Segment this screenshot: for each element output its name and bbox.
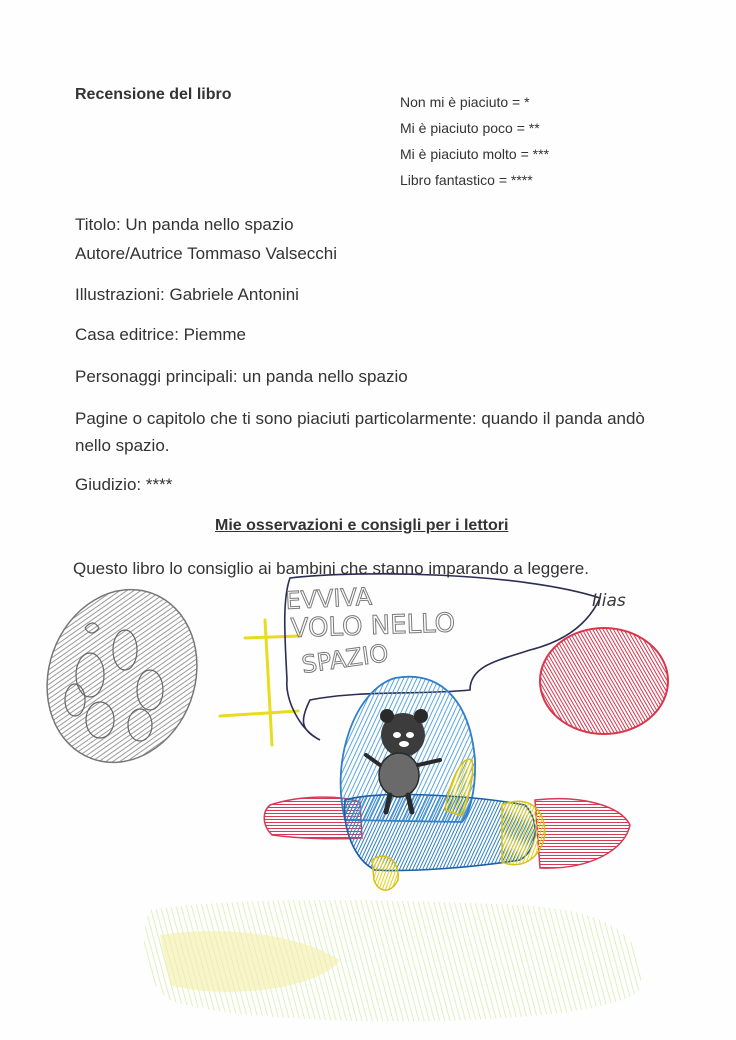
field-giudizio: Giudizio: **** xyxy=(75,475,173,494)
observations-text: Questo libro lo consiglio ai bambini che stanno imparando a leggere. xyxy=(73,559,589,578)
field-titolo: Titolo: Un panda nello spazio xyxy=(75,215,294,234)
field-casa-editrice: Casa editrice: Piemme xyxy=(75,325,247,344)
field-personaggi: Personaggi principali: un panda nello spazio xyxy=(75,367,408,386)
moon-drawing xyxy=(23,568,220,783)
rating-legend-item: Libro fantastico = **** xyxy=(400,172,533,188)
signature: Ilias xyxy=(592,591,626,611)
rating-legend-item: Mi è piaciuto molto = *** xyxy=(400,146,550,162)
field-pagine: Pagine o capitolo che ti sono piaciuti particolarmente: quando il panda andò nello spazio. xyxy=(75,409,645,455)
observations-heading: Mie osservazioni e consigli per i lettori xyxy=(215,517,509,534)
field-illustrazioni: Illustrazioni: Gabriele Antonini xyxy=(75,285,299,304)
speech-bubble-line: SPAZIO xyxy=(299,639,390,679)
review-title: Recensione del libro xyxy=(75,86,232,103)
rating-legend-item: Non mi è piaciuto = * xyxy=(400,94,530,110)
field-autore: Autore/Autrice Tommaso Valsecchi xyxy=(75,244,338,263)
red-planet-drawing xyxy=(540,628,668,734)
rating-legend xyxy=(400,89,549,193)
speech-bubble-line: EVVIVA xyxy=(284,582,373,615)
speech-bubble-line: VOLO NELLO xyxy=(290,608,456,644)
child-drawing xyxy=(0,560,736,1040)
rating-legend-item: Mi è piaciuto poco = ** xyxy=(400,120,540,136)
star-drawing xyxy=(220,620,300,745)
